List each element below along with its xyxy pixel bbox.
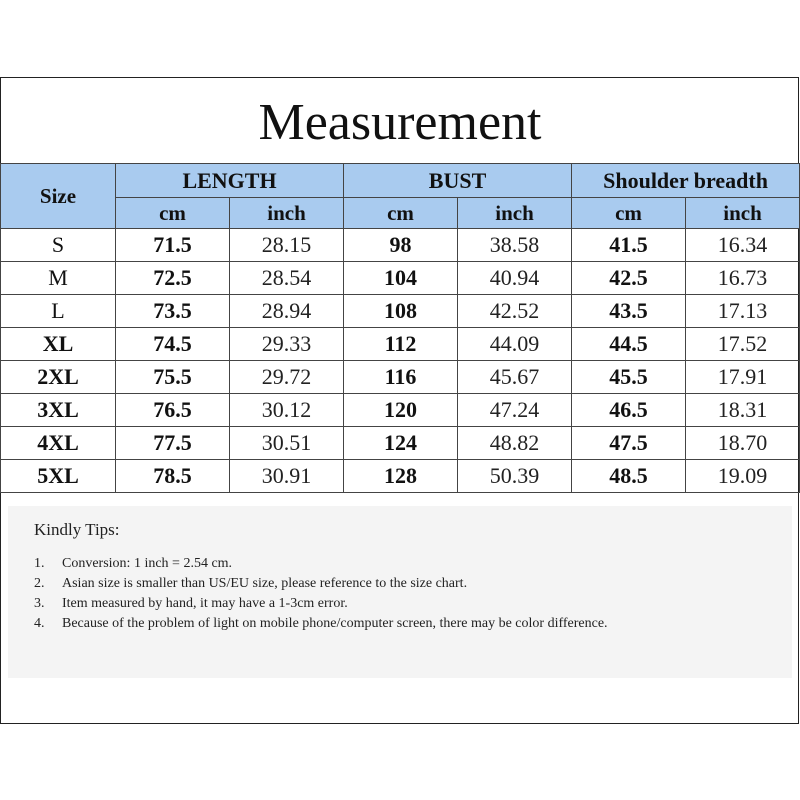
bust-inch-cell: 38.58 [458, 229, 572, 262]
unit-header: inch [458, 198, 572, 229]
length-inch-cell: 30.91 [230, 460, 344, 493]
size-cell: 3XL [1, 394, 116, 427]
length-cm-cell: 73.5 [116, 295, 230, 328]
tip-item [34, 594, 774, 614]
tip-text: Because of the problem of light on mobile phone/computer screen, there may be color difference. [62, 616, 608, 631]
bust-inch-cell: 45.67 [458, 361, 572, 394]
length-cm-cell: 74.5 [116, 328, 230, 361]
shoulder-inch-cell: 19.09 [686, 460, 800, 493]
tip-text: Conversion: 1 inch = 2.54 cm. [62, 556, 233, 571]
shoulder-cm-cell: 47.5 [572, 427, 686, 460]
table-row [1, 295, 800, 328]
shoulder-inch-cell: 16.73 [686, 262, 800, 295]
length-cm-cell: 75.5 [116, 361, 230, 394]
length-cm-cell: 71.5 [116, 229, 230, 262]
header-row-units [1, 198, 800, 229]
size-cell: 4XL [1, 427, 116, 460]
tip-number: 3. [34, 596, 45, 611]
bust-inch-cell: 42.52 [458, 295, 572, 328]
size-cell: M [1, 262, 116, 295]
group-header-length: LENGTH [116, 164, 344, 198]
table-row [1, 361, 800, 394]
shoulder-inch-cell: 17.91 [686, 361, 800, 394]
tip-text: Asian size is smaller than US/EU size, please reference to the size chart. [62, 576, 468, 591]
length-cm-cell: 78.5 [116, 460, 230, 493]
size-cell: L [1, 295, 116, 328]
tip-number: 4. [34, 616, 45, 631]
tip-item [34, 574, 774, 594]
bust-inch-cell: 47.24 [458, 394, 572, 427]
shoulder-cm-cell: 46.5 [572, 394, 686, 427]
length-inch-cell: 29.72 [230, 361, 344, 394]
shoulder-cm-cell: 44.5 [572, 328, 686, 361]
size-cell: 5XL [1, 460, 116, 493]
tip-text: Item measured by hand, it may have a 1-3cm error. [62, 596, 348, 611]
shoulder-inch-cell: 17.52 [686, 328, 800, 361]
shoulder-inch-cell: 18.70 [686, 427, 800, 460]
shoulder-cm-cell: 42.5 [572, 262, 686, 295]
bust-cm-cell: 124 [344, 427, 458, 460]
size-cell: 2XL [1, 361, 116, 394]
table-row [1, 262, 800, 295]
bust-cm-cell: 104 [344, 262, 458, 295]
tips-list [34, 554, 774, 634]
tip-number: 1. [34, 556, 45, 571]
bust-cm-cell: 108 [344, 295, 458, 328]
length-inch-cell: 30.51 [230, 427, 344, 460]
bust-cm-cell: 128 [344, 460, 458, 493]
shoulder-cm-cell: 41.5 [572, 229, 686, 262]
group-header-shoulder: Shoulder breadth [572, 164, 800, 198]
table-row [1, 427, 800, 460]
length-inch-cell: 28.54 [230, 262, 344, 295]
size-header: Size [1, 164, 116, 229]
bust-inch-cell: 44.09 [458, 328, 572, 361]
unit-header: inch [230, 198, 344, 229]
bust-inch-cell: 50.39 [458, 460, 572, 493]
shoulder-cm-cell: 45.5 [572, 361, 686, 394]
bust-inch-cell: 40.94 [458, 262, 572, 295]
unit-header: cm [116, 198, 230, 229]
tips-panel [8, 506, 792, 678]
header-row-groups [1, 164, 800, 198]
table-row [1, 394, 800, 427]
length-inch-cell: 28.94 [230, 295, 344, 328]
shoulder-inch-cell: 16.34 [686, 229, 800, 262]
unit-header: cm [344, 198, 458, 229]
unit-header: cm [572, 198, 686, 229]
size-table [0, 163, 800, 493]
bust-cm-cell: 98 [344, 229, 458, 262]
shoulder-inch-cell: 17.13 [686, 295, 800, 328]
length-cm-cell: 76.5 [116, 394, 230, 427]
shoulder-cm-cell: 43.5 [572, 295, 686, 328]
size-cell: S [1, 229, 116, 262]
page-title: Measurement [258, 94, 542, 151]
bust-inch-cell: 48.82 [458, 427, 572, 460]
table-row [1, 328, 800, 361]
table-row [1, 460, 800, 493]
length-inch-cell: 30.12 [230, 394, 344, 427]
bust-cm-cell: 120 [344, 394, 458, 427]
length-cm-cell: 77.5 [116, 427, 230, 460]
length-inch-cell: 28.15 [230, 229, 344, 262]
length-inch-cell: 29.33 [230, 328, 344, 361]
unit-header: inch [686, 198, 800, 229]
group-header-bust: BUST [344, 164, 572, 198]
size-cell: XL [1, 328, 116, 361]
bust-cm-cell: 112 [344, 328, 458, 361]
shoulder-cm-cell: 48.5 [572, 460, 686, 493]
length-cm-cell: 72.5 [116, 262, 230, 295]
table-row [1, 229, 800, 262]
tip-number: 2. [34, 576, 45, 591]
tip-item [34, 554, 774, 574]
bust-cm-cell: 116 [344, 361, 458, 394]
tip-item [34, 614, 774, 634]
shoulder-inch-cell: 18.31 [686, 394, 800, 427]
tips-title: Kindly Tips: [34, 520, 120, 539]
